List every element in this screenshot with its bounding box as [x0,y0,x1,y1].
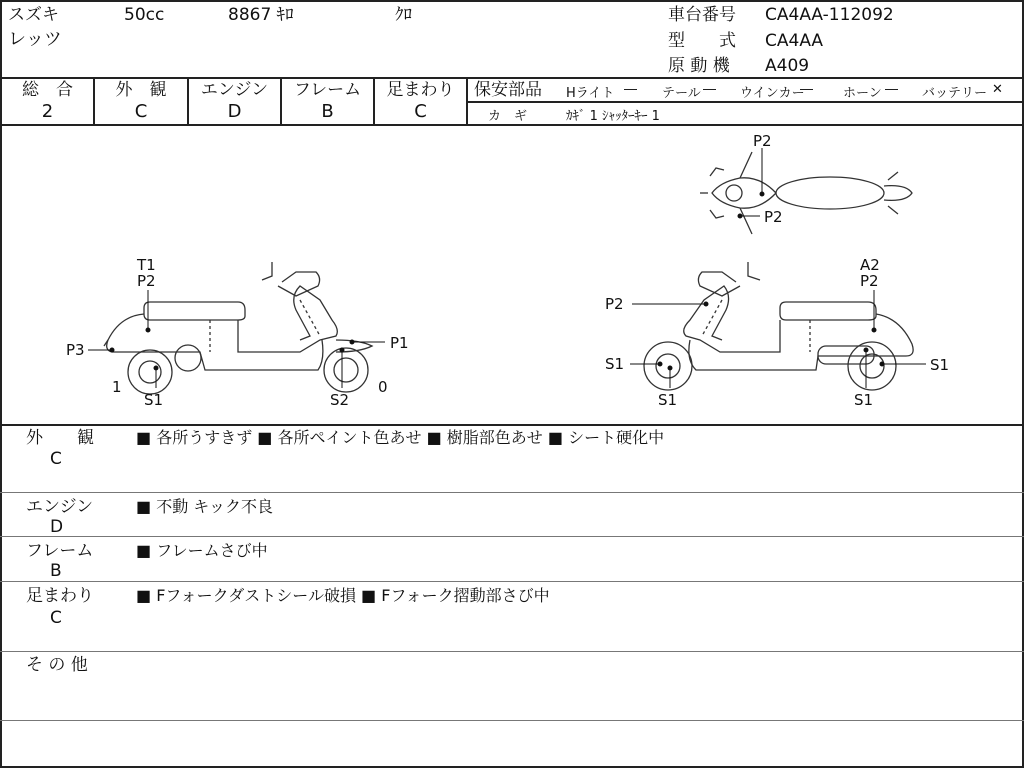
divider [466,77,468,125]
remark-grade: D [50,517,64,537]
label-s1: S1 [854,391,874,409]
label-p2: P2 [764,208,783,226]
type-label: 型 式 [668,31,736,51]
divider [0,492,1024,493]
engine-label: 原 動 機 [668,56,730,76]
color: ｸﾛ [395,5,412,25]
grade-label: フレーム [293,80,362,100]
grade-value: C [134,101,148,122]
label-s1: S1 [605,355,625,373]
horn-label: ホーン [843,86,882,101]
battery-label: バッテリー [922,86,988,101]
battery-value: ✕ [992,82,1003,97]
label-a2: A2 [860,256,880,274]
remark-grade: C [50,608,62,628]
remark-text: ■ 不動 キック不良 [136,497,273,516]
grade-label: エンジン [200,80,269,100]
key-label: カ ギ [488,109,528,124]
label-num1: 1 [112,378,122,396]
engine-value: A409 [765,56,810,76]
grade-value: 2 [41,101,54,122]
horn-value: ― [885,82,898,97]
grade-label: 足まわり [386,80,455,100]
tail-value: ― [703,82,716,97]
remark-grade: C [50,449,62,469]
divider [0,651,1024,652]
label-p3: P3 [66,341,85,359]
type-value: CA4AA [765,31,824,51]
model-name: レッツ [8,29,62,50]
divider [0,536,1024,537]
label-p2: P2 [860,272,879,290]
grade-value: D [227,101,242,122]
label-s1: S1 [658,391,678,409]
label-num0: 0 [378,378,388,396]
mileage: 8867 ｷﾛ [228,5,294,25]
remark-text: ■ 各所うすきず ■ 各所ペイント色あせ ■ 樹脂部色あせ ■ シート硬化中 [136,428,665,447]
remark-label: エンジン [26,497,94,517]
headlight-label: Hライト [566,86,615,101]
frame-number: CA4AA-112092 [765,5,894,25]
divider [0,581,1024,582]
remark-text: ■ Fフォークダストシール破損 ■ Fフォーク摺動部さび中 [136,586,550,605]
displacement: 50cc [124,5,165,25]
label-p1: P1 [390,334,409,352]
remark-label: そ の 他 [26,655,88,675]
divider [0,720,1024,721]
remark-text: ■ フレームさび中 [136,541,268,560]
divider [468,101,1024,103]
scooter-top-view-icon [700,152,912,234]
grade-value: B [321,101,334,122]
remark-grade: B [50,561,62,581]
grade-label: 外 観 [115,80,167,100]
winker-label: ウインカー [740,86,805,101]
divider [0,424,1024,426]
remark-label: フレーム [26,541,94,561]
safety-label: 保安部品 [474,80,542,100]
label-p2: P2 [753,132,772,150]
frame-number-label: 車台番号 [668,5,736,25]
tail-label: テール [662,86,701,101]
label-s2: S2 [330,391,350,409]
headlight-value: ― [624,82,637,97]
label-s1: S1 [144,391,164,409]
label-t1: T1 [137,256,156,274]
remark-label: 外 観 [26,428,94,448]
grade-label: 総 合 [22,80,73,100]
label-s1: S1 [930,356,950,374]
divider [0,77,1024,79]
winker-value: ― [800,82,813,97]
grade-value: C [414,101,427,122]
key-value: ｶｷﾞ 1 ｼｬｯﾀｰｷｰ 1 [566,109,660,124]
label-p2: P2 [605,295,624,313]
label-p2: P2 [137,272,156,290]
remark-label: 足まわり [26,586,94,606]
maker: スズキ [8,5,59,25]
damage-diagram [0,126,1024,424]
